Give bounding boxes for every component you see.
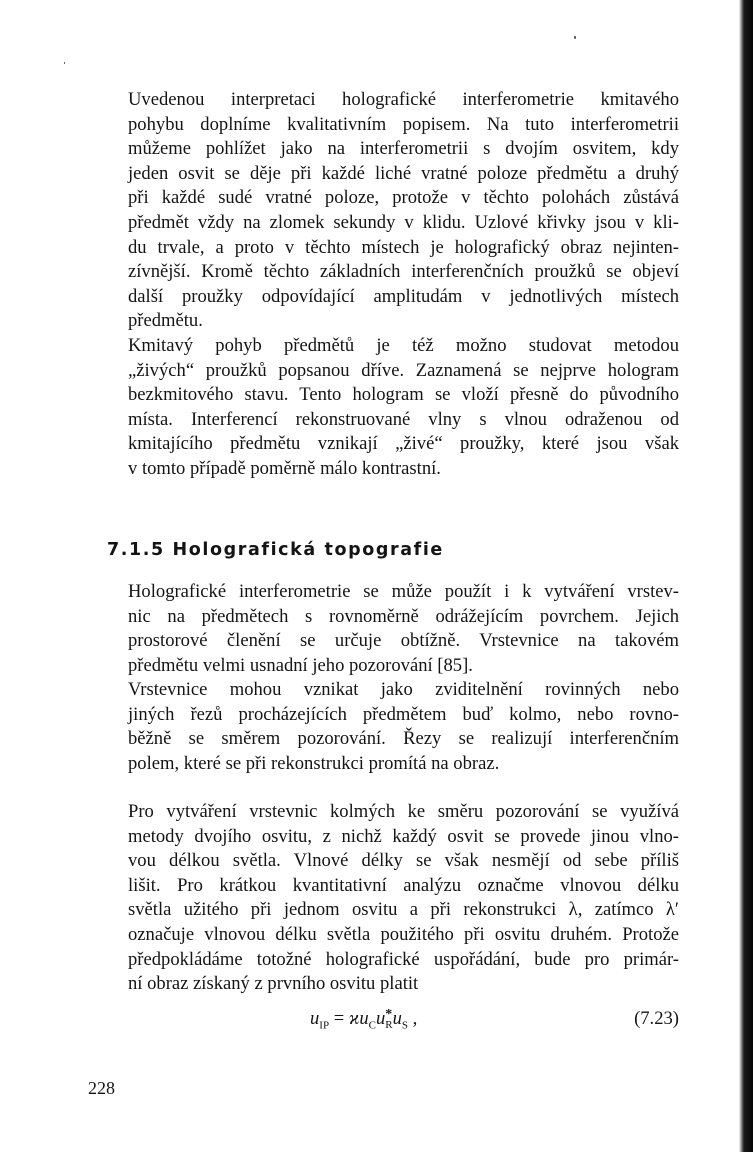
text-line: místa. Interferencí rekonstruované vlny s vlnou odraženou od bbox=[128, 408, 679, 430]
paragraph-text bbox=[107, 580, 679, 678]
paragraph-text bbox=[107, 800, 679, 997]
eq-symbol: u bbox=[359, 1008, 369, 1029]
book-binding-shadow bbox=[739, 0, 753, 1152]
eq-subscript: IP bbox=[319, 1019, 330, 1032]
text-line: vou délkou světla. Vlnové délky se však nesmějí od sebe příliš bbox=[128, 850, 679, 872]
text-line: ní obraz získaný z prvního osvitu platit bbox=[128, 973, 419, 995]
scan-speck bbox=[574, 36, 576, 39]
eq-supsub bbox=[385, 1006, 393, 1031]
eq-comma: , bbox=[408, 1008, 418, 1029]
text-line: prostorové členění se určuje obtížně. Vrstevnice na takovém bbox=[128, 630, 679, 652]
eq-symbol: ϰ bbox=[348, 1008, 360, 1029]
paragraph-text bbox=[107, 334, 679, 482]
text-line: další proužky odpovídající amplitudám v jednotlivých místech bbox=[128, 285, 679, 307]
paragraph-3 bbox=[107, 580, 679, 678]
text-line: v tomto případě poměrně málo kontrastní. bbox=[128, 457, 441, 479]
paragraph-2 bbox=[107, 334, 679, 482]
text-line: můžeme pohlížet jako na interferometrii s dvojím osvitem, kdy bbox=[128, 138, 679, 160]
equation-formula bbox=[310, 1008, 417, 1032]
eq-symbol: u bbox=[310, 1008, 320, 1029]
text-line: předmětu velmi usnadní jeho pozorování [85]. bbox=[128, 654, 473, 676]
text-line: předmět vždy na zlomek sekundy v klidu. Uzlové křivky jsou v kli- bbox=[128, 211, 679, 233]
paragraph-5 bbox=[107, 800, 679, 997]
scan-speck bbox=[64, 62, 65, 64]
text-line: zívnější. Kromě těchto základních interferenčních proužků se objeví bbox=[128, 261, 679, 283]
equation-7-23 bbox=[107, 1008, 679, 1036]
text-line: kmitajícího předmětu vznikají „živé“ proužky, které jsou však bbox=[128, 433, 679, 455]
equation-number: (7.23) bbox=[634, 1008, 679, 1029]
text-line: Kmitavý pohyb předmětů je též možno studovat metodou bbox=[128, 335, 679, 356]
text-line: jiných řezů procházejících předmětem buď kolmo, nebo rovno- bbox=[128, 703, 679, 725]
text-line: předmětu. bbox=[128, 310, 203, 332]
text-line: lišit. Pro krátkou kvantitativní analýzu označme vlnovou délku bbox=[128, 874, 679, 896]
text-line: světla užitého při jednom osvitu a při rekonstrukci λ, zatímco λ′ bbox=[128, 899, 679, 921]
eq-subscript: C bbox=[368, 1019, 376, 1032]
text-line: Holografické interferometrie se může použít i k vytváření vrstev- bbox=[128, 581, 679, 602]
text-line: Pro vytváření vrstevnic kolmých ke směru pozorování se využívá bbox=[128, 801, 679, 822]
text-line: označuje vlnovou délku světla použitého při osvitu druhém. Protože bbox=[128, 923, 679, 945]
text-line: Vrstevnice mohou vznikat jako zviditelnění rovinných nebo bbox=[128, 679, 679, 700]
eq-superscript: * bbox=[385, 1006, 393, 1022]
paragraph-text bbox=[107, 678, 679, 776]
text-line: metody dvojího osvitu, z nichž každý osvit se provede jinou vlno- bbox=[128, 825, 679, 847]
text-line: bezkmitového stavu. Tento hologram se vloží přesně do původního bbox=[128, 384, 679, 406]
text-line: polem, které se při rekonstrukci promítá na obraz. bbox=[128, 752, 500, 774]
text-line: běžně se směrem pozorování. Řezy se realizují interferenčním bbox=[128, 728, 679, 750]
text-line: pohybu doplníme kvalitativním popisem. Na tuto interferometrii bbox=[128, 113, 679, 135]
eq-subscript: S bbox=[401, 1019, 409, 1032]
paragraph-text bbox=[107, 88, 679, 334]
text-line: předpokládáme totožné holografické uspořádání, bude pro primár- bbox=[128, 948, 679, 970]
text-line: du trvale, a proto v těchto místech je holografický obraz nejinten- bbox=[128, 236, 679, 258]
paragraph-1 bbox=[107, 88, 679, 334]
text-line: nic na předmětech s rovnoměrně odrážejícím povrchem. Jejich bbox=[128, 605, 679, 627]
paragraph-4 bbox=[107, 678, 679, 776]
text-line: Uvedenou interpretaci holografické interferometrie kmitavého bbox=[128, 89, 679, 110]
section-heading: 7.1.5 Holografická topografie bbox=[107, 540, 444, 560]
text-line: „živých“ proužků popsanou dříve. Zaznamená se nejprve hologram bbox=[128, 359, 679, 381]
eq-symbol: u bbox=[375, 1008, 386, 1029]
text-line: jeden osvit se děje při každé liché vratné poloze předmětu a druhý bbox=[128, 162, 679, 184]
page-number: 228 bbox=[88, 1078, 115, 1098]
eq-subscript: R bbox=[385, 1018, 393, 1031]
text-line: při každé sudé vratné poloze, protože v těchto polohách zůstává bbox=[128, 187, 679, 209]
eq-symbol: u bbox=[392, 1008, 402, 1029]
eq-equals: = bbox=[329, 1008, 349, 1029]
